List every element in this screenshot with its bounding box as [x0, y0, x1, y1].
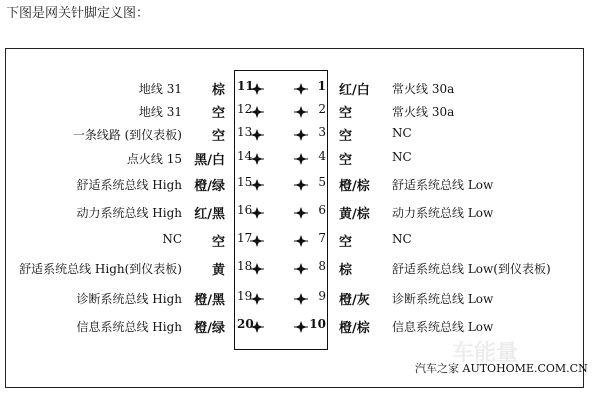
left-pin-description: 舒适系统总线 High(到仪表板): [19, 262, 182, 276]
left-pin-description: 诊断系统总线 High: [76, 292, 182, 306]
source-credit: 汽车之家 AUTOHOME.COM.CN: [415, 362, 588, 375]
pin-marker-icon: [294, 81, 308, 95]
left-wire-color: 棕: [211, 83, 225, 98]
right-wire-color: 橙/棕: [339, 179, 370, 194]
pin-marker-icon: [294, 291, 308, 305]
left-pin-description: 一条线路 (到仪表板): [72, 128, 182, 142]
watermark: 车能量: [452, 341, 519, 366]
left-pin-number: 17: [237, 231, 253, 245]
left-wire-color: 空: [211, 129, 225, 144]
right-pin-number: 9: [318, 289, 326, 303]
left-pin-number: 16: [237, 203, 253, 217]
left-wire-color: 黄: [211, 263, 225, 278]
pin-marker-icon: [250, 177, 264, 191]
left-pin-description: 地线 31: [138, 105, 182, 119]
right-pin-number: 6: [318, 203, 326, 217]
right-wire-color: 空: [339, 129, 353, 144]
right-pin-number: 10: [309, 317, 326, 331]
pin-marker-icon: [294, 233, 308, 247]
right-pin-description: 动力系统总线 Low: [392, 206, 494, 220]
right-wire-color: 空: [339, 235, 353, 250]
left-pin-description: 舒适系统总线 High: [76, 178, 182, 192]
pin-row: [0, 258, 600, 278]
left-wire-color: 橙/绿: [194, 321, 225, 336]
pin-marker-icon: [294, 177, 308, 191]
right-pin-number: 1: [317, 79, 326, 93]
pin-marker-icon: [294, 319, 308, 333]
right-pin-number: 3: [318, 125, 326, 139]
pin-marker-icon: [250, 233, 264, 247]
pin-marker-icon: [250, 81, 264, 95]
pin-row: [0, 101, 600, 121]
pin-marker-icon: [250, 205, 264, 219]
pin-row: [0, 148, 600, 168]
right-pin-number: 2: [318, 102, 326, 116]
left-wire-color: 橙/绿: [194, 179, 225, 194]
right-pin-description: 舒适系统总线 Low(到仪表板): [392, 262, 551, 276]
pin-row: [0, 124, 600, 144]
pin-marker-icon: [250, 319, 264, 333]
pin-marker-icon: [250, 104, 264, 118]
left-pin-description: 信息系统总线 High: [76, 320, 182, 334]
left-wire-color: 黑/白: [194, 153, 225, 168]
left-wire-color: 空: [211, 235, 225, 250]
pin-marker-icon: [294, 205, 308, 219]
right-wire-color: 黄/棕: [339, 207, 370, 222]
page-caption: 下图是网关针脚定义图：: [6, 6, 150, 21]
left-pin-number: 19: [237, 289, 253, 303]
pin-row: [0, 316, 600, 336]
right-pin-description: 常火线 30a: [392, 82, 455, 96]
left-pin-number: 15: [237, 175, 253, 189]
pin-marker-icon: [250, 261, 264, 275]
left-wire-color: 橙/黑: [194, 293, 225, 308]
pin-row: [0, 202, 600, 222]
pin-marker-icon: [250, 291, 264, 305]
left-pin-number: 12: [237, 102, 253, 116]
pin-marker-icon: [250, 151, 264, 165]
right-pin-description: 信息系统总线 Low: [392, 320, 494, 334]
right-pin-number: 7: [318, 231, 326, 245]
right-wire-color: 红/白: [339, 83, 370, 98]
right-pin-number: 5: [318, 175, 326, 189]
left-wire-color: 空: [211, 106, 225, 121]
pin-marker-icon: [294, 104, 308, 118]
right-wire-color: 橙/棕: [339, 321, 370, 336]
right-pin-description: 诊断系统总线 Low: [392, 292, 494, 306]
right-pin-description: NC: [392, 150, 412, 164]
left-pin-description: 点火线 15: [126, 152, 182, 166]
pin-row: [0, 78, 600, 98]
right-pin-description: 舒适系统总线 Low: [392, 178, 494, 192]
left-wire-color: 红/黑: [194, 207, 225, 222]
right-pin-description: NC: [392, 232, 412, 246]
pin-marker-icon: [294, 151, 308, 165]
right-pin-description: NC: [392, 126, 412, 140]
pin-marker-icon: [294, 127, 308, 141]
left-pin-number: 14: [237, 149, 253, 163]
left-pin-description: 动力系统总线 High: [76, 206, 182, 220]
right-wire-color: 棕: [339, 263, 353, 278]
pin-marker-icon: [250, 127, 264, 141]
left-pin-number: 11: [237, 79, 254, 93]
right-wire-color: 空: [339, 153, 353, 168]
left-pin-number: 20: [237, 317, 254, 331]
pin-marker-icon: [294, 261, 308, 275]
right-pin-description: 常火线 30a: [392, 105, 455, 119]
right-pin-number: 8: [318, 259, 326, 273]
left-pin-number: 13: [237, 125, 253, 139]
left-pin-number: 18: [237, 259, 253, 273]
pin-row: [0, 174, 600, 194]
left-pin-description: 地线 31: [138, 82, 182, 96]
pin-row: [0, 230, 600, 250]
right-pin-number: 4: [318, 149, 326, 163]
pin-row: [0, 288, 600, 308]
right-wire-color: 橙/灰: [339, 293, 370, 308]
right-wire-color: 空: [339, 106, 353, 121]
left-pin-description: NC: [162, 232, 182, 246]
